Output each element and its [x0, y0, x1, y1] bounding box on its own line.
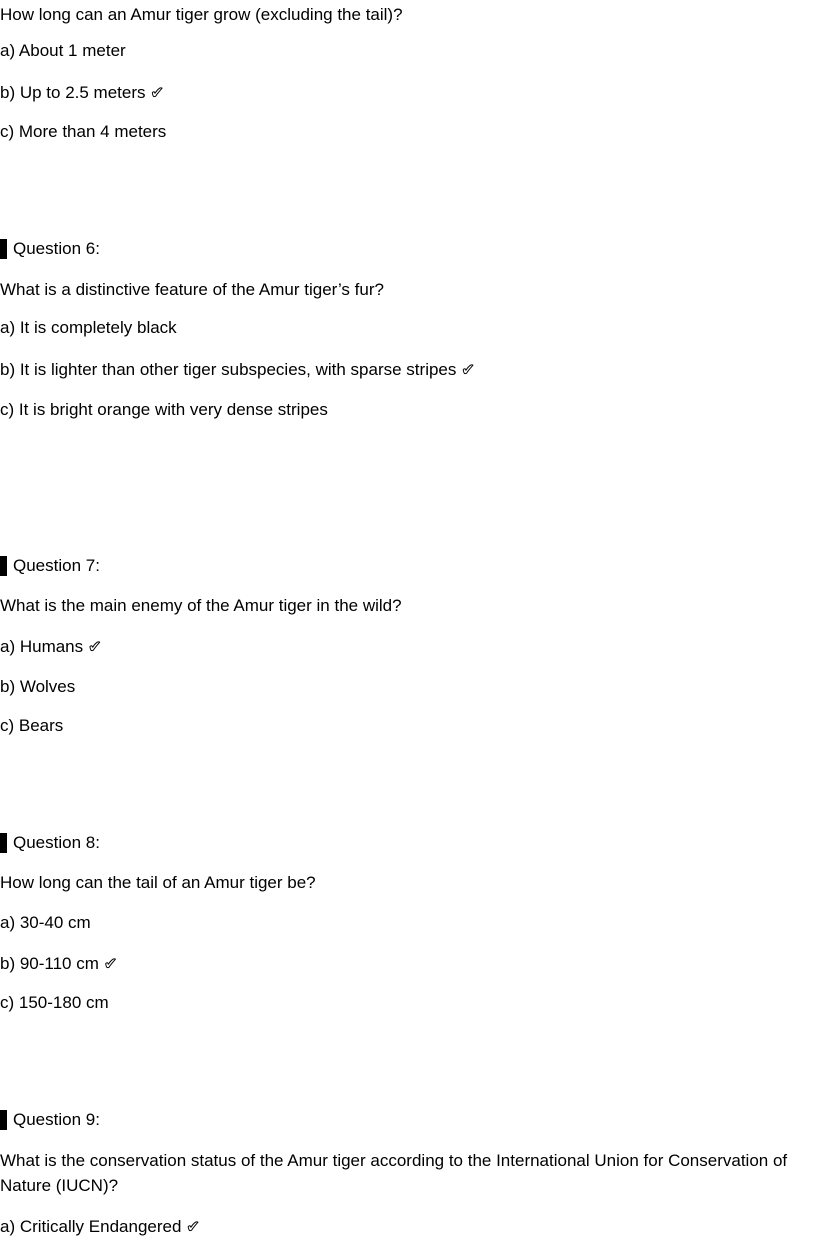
answer-option: c) 150-180 cm	[0, 993, 109, 1012]
answer-option: c) It is bright orange with very dense stripes	[0, 400, 328, 419]
question-text: What is a distinctive feature of the Amur tiger’s fur?	[0, 280, 384, 299]
check-mark-icon: ✔	[461, 360, 475, 379]
answer-option: a) About 1 meter	[0, 41, 126, 60]
question-heading: Question 6:	[0, 238, 100, 260]
question-text: What is the main enemy of the Amur tiger in the wild?	[0, 596, 402, 615]
question-heading: Question 8:	[0, 832, 100, 854]
question-text: What is the conservation status of the Amur tiger according to the International Union for Conservation of Nature (IUCN)?	[0, 1151, 788, 1195]
answer-option: c) More than 4 meters	[0, 122, 167, 141]
answer-option: c) Bears	[0, 716, 64, 735]
question-text: How long can an Amur tiger grow (excluding the tail)?	[0, 5, 403, 24]
black-bar-icon	[0, 833, 7, 853]
check-mark-icon: ✔	[186, 1217, 200, 1236]
question-heading: Question 7:	[0, 555, 100, 577]
answer-option-correct: b) Up to 2.5 meters ✔	[0, 83, 164, 102]
answer-option: a) 30-40 cm	[0, 913, 91, 932]
answer-option-correct: a) Humans ✔	[0, 637, 102, 656]
black-bar-icon	[0, 1110, 7, 1130]
black-bar-icon	[0, 556, 7, 576]
check-mark-icon: ✔	[88, 637, 102, 656]
answer-option: b) Wolves	[0, 677, 76, 696]
check-mark-icon: ✔	[150, 83, 164, 102]
answer-option-correct: a) Critically Endangered ✔	[0, 1217, 200, 1236]
question-heading: Question 9:	[0, 1109, 100, 1131]
black-bar-icon	[0, 239, 7, 259]
question-text: How long can the tail of an Amur tiger be?	[0, 873, 316, 892]
answer-option-correct: b) It is lighter than other tiger subspecies, with sparse stripes ✔	[0, 360, 475, 379]
check-mark-icon: ✔	[103, 954, 118, 973]
answer-option: a) It is completely black	[0, 318, 177, 337]
answer-option-correct: b) 90-110 cm ✔	[0, 954, 118, 973]
